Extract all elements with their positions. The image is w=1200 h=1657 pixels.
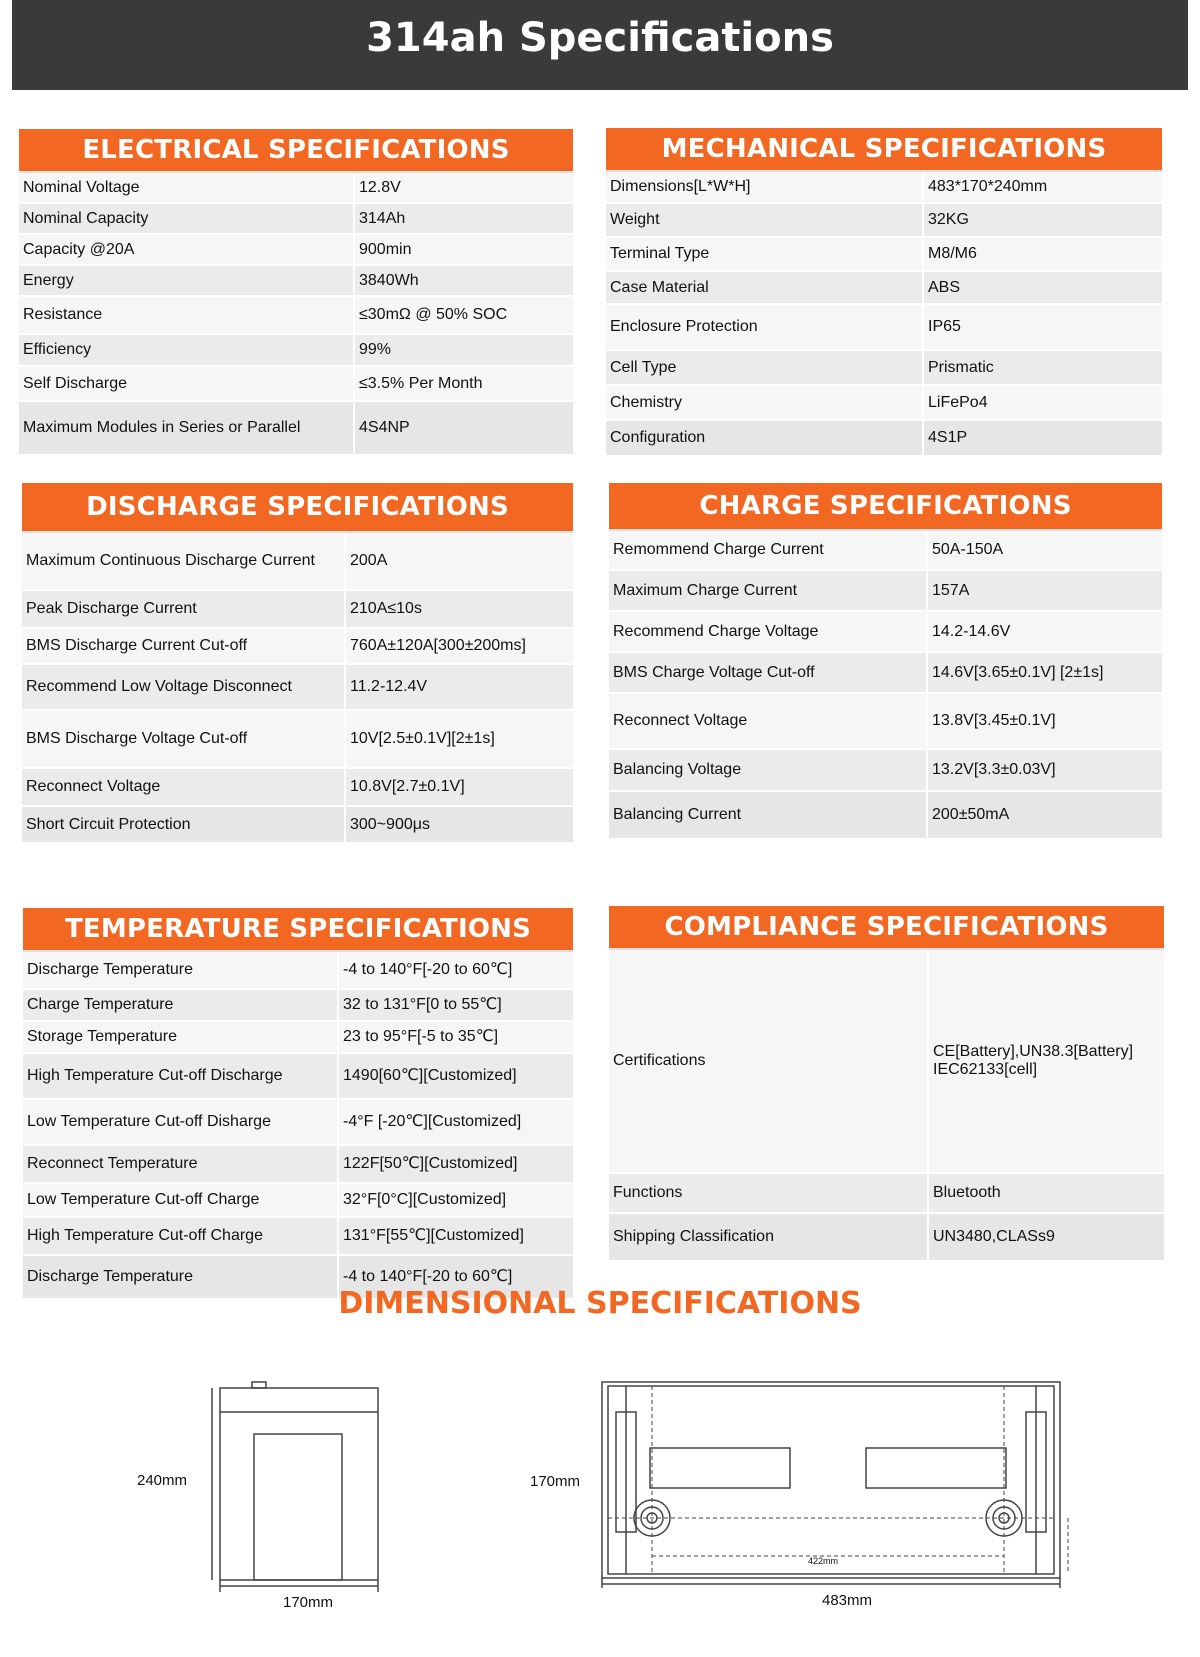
electrical-title: ELECTRICAL SPECIFICATIONS [19,129,573,173]
electrical-row [19,173,573,204]
electrical-row [19,266,573,297]
discharge-param-value: 10V[2.5±0.1V][2±1s] [350,730,495,747]
temperature-param-label: High Temperature Cut-off Charge [23,1218,339,1254]
mechanical-param-label: Chemistry [606,386,924,419]
electrical-param-value: 12.8V [359,178,401,196]
charge-param-value: 13.8V[3.45±0.1V] [932,712,1056,729]
temperature-row [23,1184,573,1218]
mechanical-param-value: IP65 [928,318,961,335]
charge-param-value: 157A [932,581,970,599]
mechanical-row [606,305,1162,351]
compliance-param-value: CE[Battery],UN38.3[Battery] IEC62133[cell] [933,1043,1134,1078]
mechanical-param-label: Dimensions[L*W*H] [606,172,924,202]
dimensional-title: DIMENSIONAL SPECIFICATIONS [338,1286,862,1321]
temperature-param-label: Discharge Temperature [23,952,339,988]
mechanical-param-label: Case Material [606,272,924,303]
compliance-section [609,906,1164,1262]
mechanical-param-label: Cell Type [606,351,924,384]
electrical-param-label: Capacity @20A [19,235,355,264]
charge-param-label: Recommend Charge Voltage [609,612,928,651]
mechanical-row [606,172,1162,204]
electrical-param-value: 900min [359,240,412,258]
temperature-param-value: 131°F[55℃][Customized] [343,1227,524,1244]
electrical-param-label: Nominal Voltage [19,173,355,202]
compliance-title: COMPLIANCE SPECIFICATIONS [609,906,1164,950]
temperature-param-value: 23 to 95°F[-5 to 35℃] [343,1028,499,1045]
electrical-param-value: ≤3.5% Per Month [359,374,483,392]
electrical-param-value: 99% [359,341,392,358]
charge-param-value: 50A-150A [932,541,1004,558]
compliance-row [609,1214,1164,1262]
temperature-param-label: Charge Temperature [23,990,339,1020]
temperature-row [23,1100,573,1146]
charge-param-value: 14.2-14.6V [932,622,1011,640]
temperature-param-value: 32 to 131°F[0 to 55℃] [343,996,502,1013]
side-width-label: 170mm [283,1594,334,1611]
temperature-param-label: Reconnect Temperature [23,1146,339,1182]
discharge-param-label: Maximum Continuous Discharge Current [22,533,346,589]
charge-param-label: BMS Charge Voltage Cut-off [609,653,928,692]
electrical-section [19,129,573,456]
mechanical-table [606,172,1162,457]
electrical-param-value: ≤30mΩ @ 50% SOC [359,306,508,323]
charge-param-label: Remommend Charge Current [609,531,928,569]
charge-row [609,750,1162,792]
compliance-param-value: UN3480,CLASs9 [933,1228,1055,1245]
discharge-section [22,483,573,844]
electrical-row [19,402,573,456]
temperature-title: TEMPERATURE SPECIFICATIONS [23,908,573,952]
discharge-param-value: 10.8V[2.7±0.1V] [350,778,465,795]
compliance-row [609,1174,1164,1214]
charge-table [609,531,1162,840]
mechanical-row [606,238,1162,272]
compliance-param-label: Shipping Classification [609,1214,929,1260]
electrical-param-label: Nominal Capacity [19,204,355,233]
charge-param-label: Balancing Voltage [609,750,928,790]
charge-row [609,531,1162,571]
mechanical-param-value: 483*170*240mm [928,178,1048,195]
temperature-param-value: 32°F[0°C][Customized] [343,1191,507,1208]
temperature-param-label: Discharge Temperature [23,1256,339,1298]
mechanical-param-label: Weight [606,204,924,236]
discharge-param-label: BMS Discharge Voltage Cut-off [22,711,346,767]
mechanical-param-label: Terminal Type [606,238,924,270]
discharge-row [22,591,573,629]
mechanical-param-label: Configuration [606,421,924,455]
mechanical-row [606,421,1162,457]
side-height-label: 240mm [137,1472,188,1489]
mechanical-title: MECHANICAL SPECIFICATIONS [606,128,1162,172]
electrical-row [19,335,573,367]
charge-title: CHARGE SPECIFICATIONS [609,483,1162,531]
mechanical-param-value: ABS [928,278,961,296]
electrical-row [19,297,573,335]
discharge-table [22,533,573,844]
charge-param-label: Balancing Current [609,792,928,838]
discharge-param-value: 760A±120A[300±200ms] [350,637,526,654]
top-inner-label: 422mm [808,1556,839,1566]
temperature-param-value: 1490[60℃][Customized] [343,1067,517,1084]
mechanical-param-value: LiFePo4 [928,393,988,411]
electrical-param-label: Maximum Modules in Series or Parallel [19,402,355,454]
electrical-param-value: 314Ah [359,209,406,227]
mechanical-param-label: Enclosure Protection [606,305,924,349]
charge-param-value: 200±50mA [932,806,1010,823]
electrical-param-label: Energy [19,266,355,295]
charge-param-label: Reconnect Voltage [609,694,928,748]
electrical-row [19,235,573,266]
electrical-param-label: Self Discharge [19,367,355,400]
mechanical-param-value: Prismatic [928,358,994,376]
discharge-param-value: 210A≤10s [350,600,422,617]
temperature-row [23,952,573,990]
discharge-param-value: 200A [350,552,388,569]
temperature-row [23,1054,573,1100]
temperature-row [23,1146,573,1184]
top-length-label: 483mm [822,1592,873,1609]
compliance-param-label: Certifications [609,950,929,1172]
temperature-table [23,952,573,1300]
discharge-row [22,533,573,591]
discharge-row [22,807,573,844]
temperature-param-value: -4°F [-20℃][Customized] [343,1113,522,1130]
mechanical-section [606,128,1162,457]
compliance-param-value: Bluetooth [933,1184,1001,1201]
top-height-label: 170mm [530,1473,581,1490]
charge-section [609,483,1162,840]
mechanical-row [606,386,1162,421]
charge-param-value: 13.2V[3.3±0.03V] [932,761,1056,778]
discharge-param-label: BMS Discharge Current Cut-off [22,629,346,663]
charge-param-value: 14.6V[3.65±0.1V] [2±1s] [932,663,1104,681]
mechanical-row [606,272,1162,305]
discharge-param-label: Short Circuit Protection [22,807,346,842]
temperature-param-label: Low Temperature Cut-off Charge [23,1184,339,1216]
discharge-row [22,769,573,807]
page-title: 314ah Specifications [12,0,1188,90]
electrical-param-value: 3840Wh [359,271,419,289]
discharge-param-label: Peak Discharge Current [22,591,346,627]
discharge-row [22,629,573,665]
temperature-param-label: High Temperature Cut-off Discharge [23,1054,339,1098]
discharge-param-label: Recommend Low Voltage Disconnect [22,665,346,709]
charge-row [609,694,1162,750]
side-view-drawing [190,1372,400,1592]
electrical-param-value: 4S4NP [359,419,410,436]
discharge-param-label: Reconnect Voltage [22,769,346,805]
temperature-param-label: Low Temperature Cut-off Disharge [23,1100,339,1144]
electrical-param-label: Resistance [19,297,355,333]
discharge-row [22,711,573,769]
temperature-row [23,1218,573,1256]
compliance-row [609,950,1164,1174]
electrical-row [19,367,573,402]
mechanical-param-value: 32KG [928,211,969,228]
mechanical-row [606,204,1162,238]
discharge-title: DISCHARGE SPECIFICATIONS [22,483,573,533]
temperature-param-value: 122F[50℃][Customized] [343,1155,518,1172]
discharge-param-value: 11.2-12.4V [350,678,428,695]
discharge-row [22,665,573,711]
compliance-table [609,950,1164,1262]
temperature-row [23,990,573,1022]
compliance-param-label: Functions [609,1174,929,1212]
charge-param-label: Maximum Charge Current [609,571,928,610]
mechanical-param-value: M8/M6 [928,245,977,262]
charge-row [609,612,1162,653]
charge-row [609,792,1162,840]
mechanical-param-value: 4S1P [928,429,968,446]
temperature-section [23,908,573,1300]
electrical-row [19,204,573,235]
charge-row [609,653,1162,694]
mechanical-row [606,351,1162,386]
discharge-param-value: 300~900μs [350,815,430,833]
temperature-param-value: -4 to 140°F[-20 to 60℃] [343,1268,513,1285]
electrical-param-label: Efficiency [19,335,355,365]
temperature-param-label: Storage Temperature [23,1022,339,1052]
temperature-row [23,1022,573,1054]
charge-row [609,571,1162,612]
electrical-table [19,173,573,456]
temperature-param-value: -4 to 140°F[-20 to 60℃] [343,961,513,978]
